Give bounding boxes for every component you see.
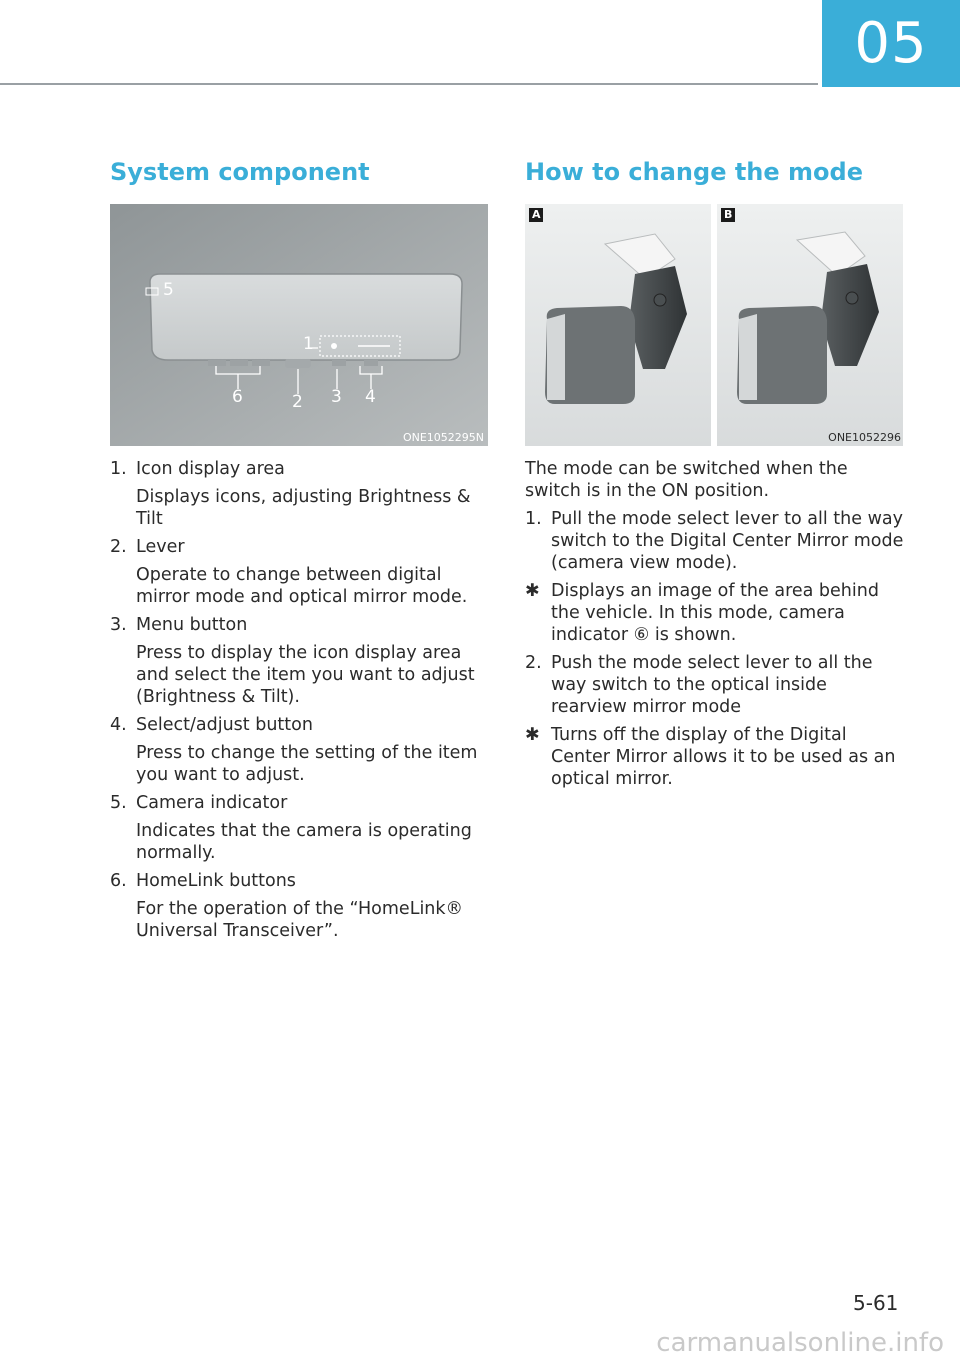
item-description: For the operation of the “HomeLink® Universal Transceiver”. (136, 899, 464, 941)
note-star-icon: ✱ (525, 725, 540, 745)
section-heading-system-component: System component (110, 158, 370, 186)
item-title: Camera indicator (136, 793, 288, 813)
item-number: 2. (110, 537, 127, 557)
panel-label-a: A (532, 208, 541, 221)
system-component-section (110, 158, 488, 948)
component-list (110, 458, 488, 942)
note-text: Displays an image of the area behind the vehicle. In this mode, camera indicator ⑥ is shown. (551, 581, 879, 645)
header-rule (0, 83, 818, 85)
figure-code: ONE1052296 (828, 431, 901, 444)
item-title: HomeLink buttons (136, 871, 296, 891)
section-heading-change-mode: How to change the mode (525, 158, 863, 186)
steps-list (525, 508, 905, 790)
callout-1: 1 (303, 334, 314, 354)
chapter-tab: 05 (822, 0, 960, 87)
note-item (525, 580, 905, 646)
item-number: 4. (110, 715, 127, 735)
item-description: Indicates that the camera is operating normally. (136, 821, 472, 863)
note-star-icon: ✱ (525, 581, 540, 601)
callout-5: 5 (163, 280, 174, 300)
item-title: Icon display area (136, 459, 285, 479)
step-text: Pull the mode select lever to all the way switch to the Digital Center Mirror mode (camera view mode). (551, 509, 904, 573)
list-item (110, 870, 488, 942)
callout-6: 6 (232, 387, 243, 407)
item-number: 6. (110, 871, 127, 891)
item-description: Press to change the setting of the item you want to adjust. (136, 743, 478, 785)
page-number: 5-61 (853, 1291, 899, 1315)
step-text: Push the mode select lever to all the way switch to the optical inside rearview mirror mode (551, 653, 873, 717)
step-item (525, 652, 905, 718)
item-title: Menu button (136, 615, 248, 635)
item-number: 5. (110, 793, 127, 813)
list-item (110, 458, 488, 530)
item-description: Operate to change between digital mirror mode and optical mirror mode. (136, 565, 468, 607)
list-item (110, 536, 488, 608)
step-marker: 2. (525, 653, 542, 673)
item-number: 3. (110, 615, 127, 635)
list-item (110, 614, 488, 708)
item-description: Press to display the icon display area and select the item you want to adjust (Brightness & Tilt). (136, 643, 475, 707)
step-marker: 1. (525, 509, 542, 529)
figure-code: ONE1052295N (402, 431, 484, 444)
callout-2: 2 (292, 392, 303, 412)
watermark: carmanualsonline.info (656, 1328, 944, 1358)
list-item (110, 714, 488, 786)
list-item (110, 792, 488, 864)
panel-label-b: B (724, 208, 733, 221)
callout-3: 3 (331, 387, 342, 407)
change-mode-section (525, 158, 905, 796)
lever-figure (525, 204, 905, 446)
lever-illustration (525, 204, 903, 446)
callout-4: 4 (365, 387, 376, 407)
item-title: Lever (136, 537, 185, 557)
item-number: 1. (110, 459, 127, 479)
note-text: Turns off the display of the Digital Center Mirror allows it to be used as an optical mirror. (551, 725, 896, 789)
item-title: Select/adjust button (136, 715, 313, 735)
note-item (525, 724, 905, 790)
mirror-figure (110, 204, 488, 446)
step-item (525, 508, 905, 574)
intro-text: The mode can be switched when the switch is in the ON position. (525, 459, 848, 501)
item-description: Displays icons, adjusting Brightness & Tilt (136, 487, 471, 529)
